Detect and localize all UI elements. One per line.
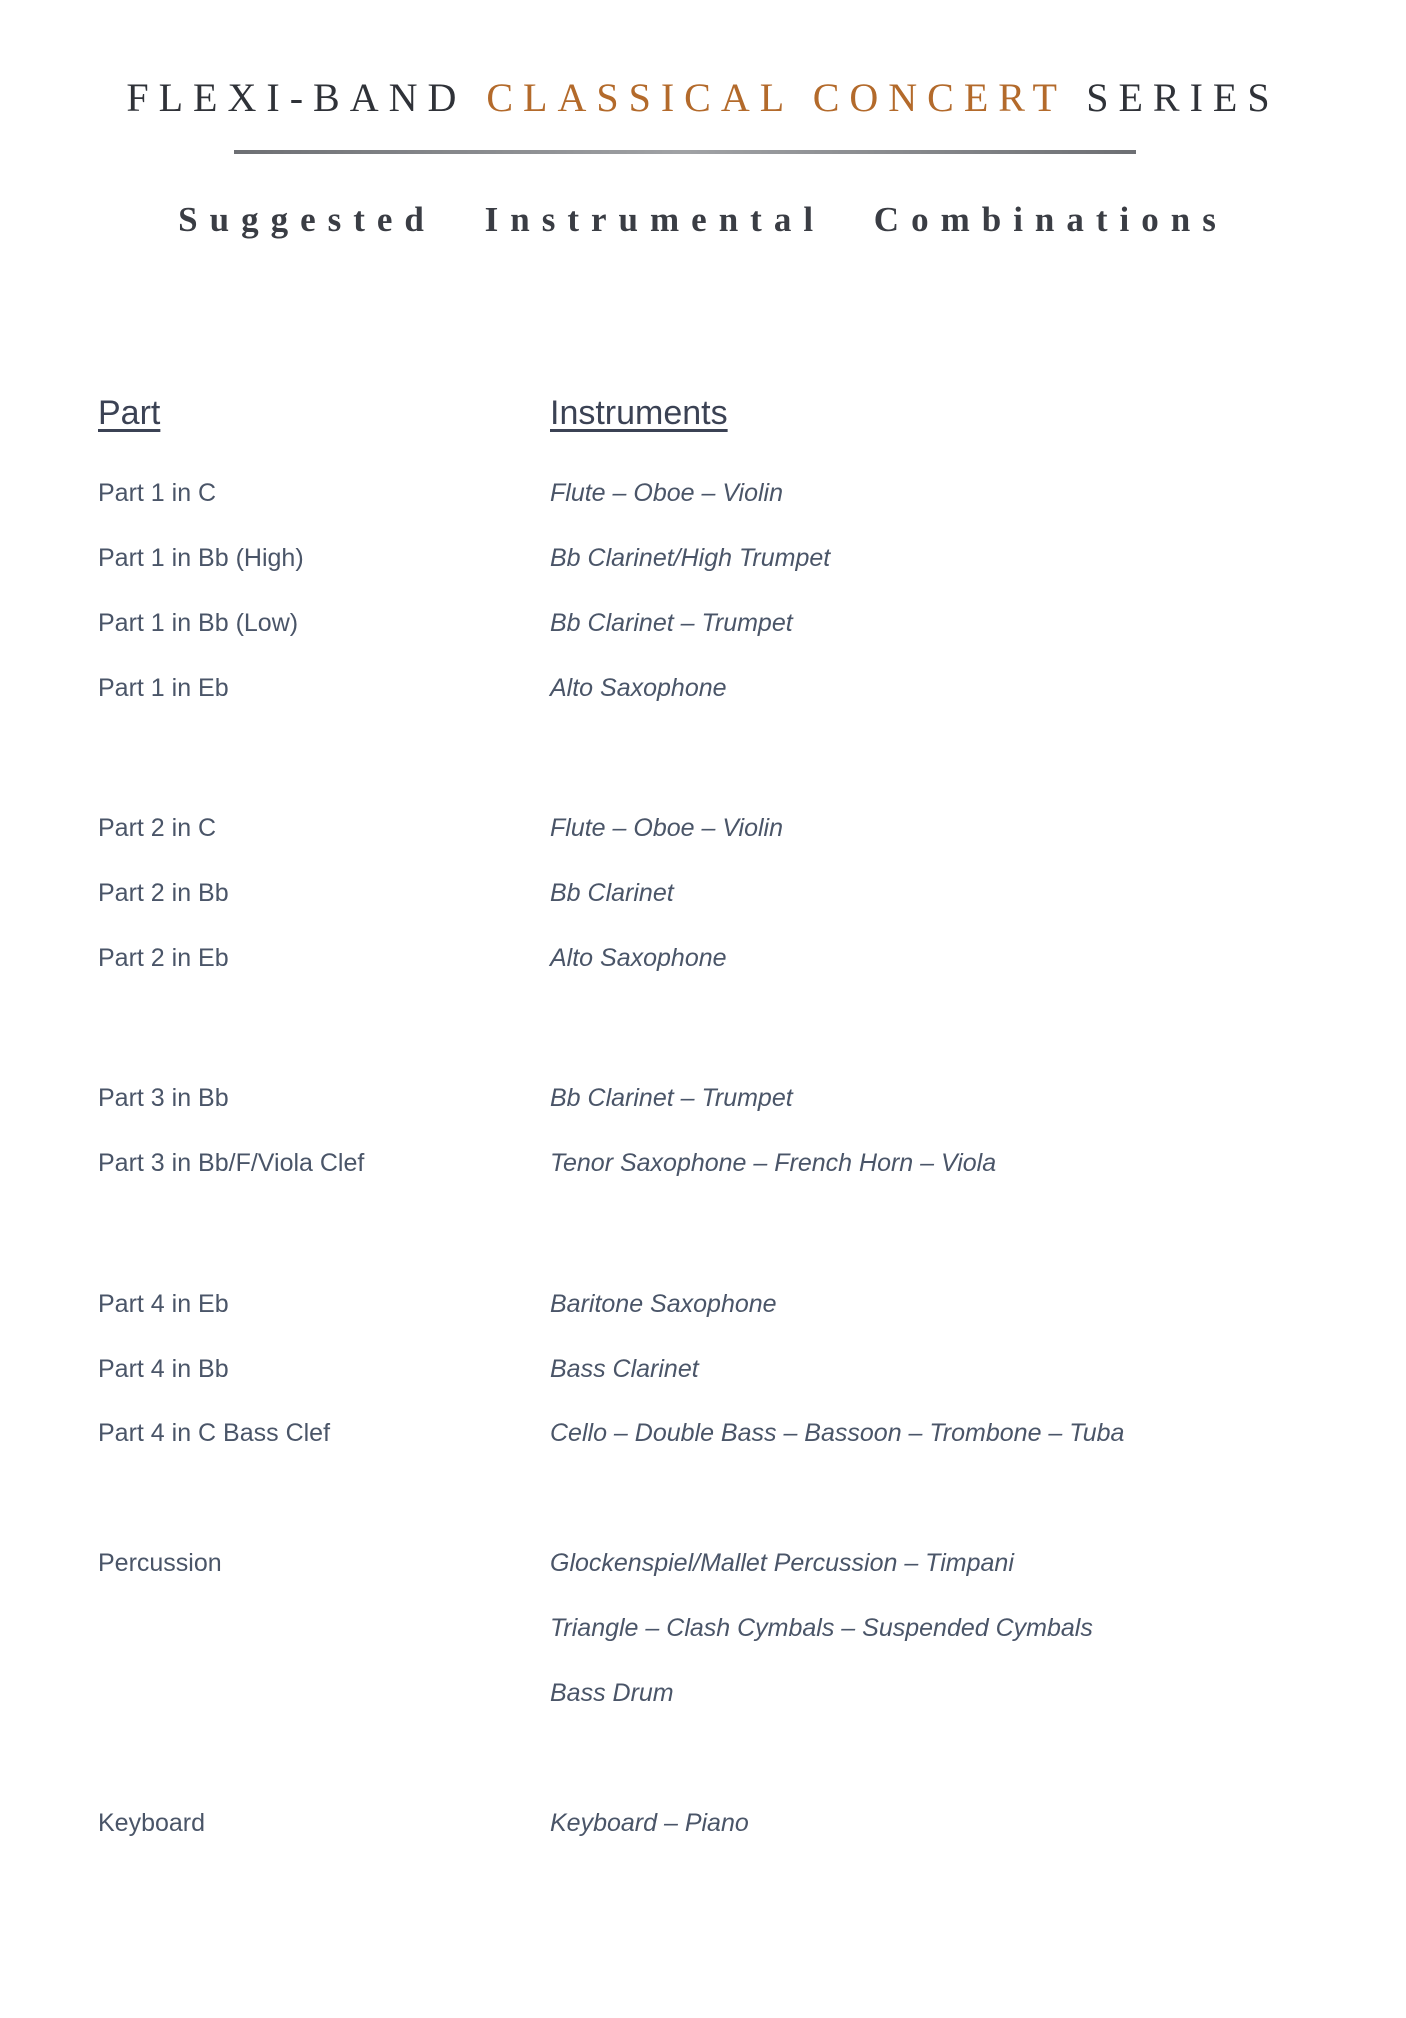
table-row (0, 475, 1406, 511)
series-title-prefix: FLEXI-BAND (126, 75, 467, 120)
table-row (0, 1610, 1406, 1646)
instruments-label: Bb Clarinet/High Trumpet (550, 544, 831, 572)
part-label: Part 4 in Bb (98, 1355, 229, 1383)
table-row (0, 1351, 1406, 1387)
part-column-heading: Part (98, 394, 161, 432)
instruments-label: Alto Saxophone (550, 674, 727, 702)
instruments-label: Triangle – Clash Cymbals – Suspended Cymbals (550, 1614, 1093, 1642)
instruments-label: Glockenspiel/Mallet Percussion – Timpani (550, 1549, 1014, 1577)
table-row (0, 810, 1406, 846)
instruments-label: Cello – Double Bass – Bassoon – Trombone – Tuba (550, 1419, 1125, 1447)
table-row (0, 1545, 1406, 1581)
instruments-label: Flute – Oboe – Violin (550, 814, 784, 842)
part-label: Percussion (98, 1549, 222, 1577)
series-title-accent: CLASSICAL CONCERT (486, 75, 1067, 120)
title-divider (234, 150, 1136, 154)
page-subtitle (0, 202, 1406, 237)
part-label: Part 4 in C Bass Clef (98, 1419, 331, 1447)
subtitle-word: Suggested (178, 200, 436, 239)
table-row (0, 1675, 1406, 1711)
table-row (0, 1805, 1406, 1841)
subtitle-word: Instrumental (484, 200, 826, 239)
instruments-label: Flute – Oboe – Violin (550, 479, 784, 507)
part-label: Part 2 in Bb (98, 879, 229, 907)
part-label: Part 2 in Eb (98, 944, 229, 972)
part-label: Part 3 in Bb (98, 1084, 229, 1112)
part-label: Part 1 in Bb (High) (98, 544, 304, 572)
part-label: Keyboard (98, 1809, 206, 1837)
part-label: Part 1 in Eb (98, 674, 229, 702)
instruments-label: Alto Saxophone (550, 944, 727, 972)
part-label: Part 4 in Eb (98, 1290, 229, 1318)
table-row (0, 1080, 1406, 1116)
instruments-label: Baritone Saxophone (550, 1290, 777, 1318)
instruments-label: Keyboard – Piano (550, 1809, 749, 1837)
series-title-suffix: SERIES (1086, 75, 1280, 120)
instruments-label: Bb Clarinet (550, 879, 674, 907)
part-label: Part 1 in C (98, 479, 217, 507)
instruments-label: Bb Clarinet – Trumpet (550, 1084, 793, 1112)
table-row (0, 540, 1406, 576)
instruments-column-heading: Instruments (550, 394, 728, 432)
part-label: Part 3 in Bb/F/Viola Clef (98, 1149, 365, 1177)
instruments-label: Tenor Saxophone – French Horn – Viola (550, 1149, 997, 1177)
instruments-label: Bass Drum (550, 1679, 674, 1707)
series-title (0, 75, 1406, 120)
instruments-label: Bass Clarinet (550, 1355, 699, 1383)
table-row (0, 1145, 1406, 1181)
table-row (0, 875, 1406, 911)
part-label: Part 1 in Bb (Low) (98, 609, 299, 637)
table-row (0, 1286, 1406, 1322)
table-row (0, 940, 1406, 976)
table-row (0, 605, 1406, 641)
subtitle-word: Combinations (873, 200, 1228, 239)
instruments-label: Bb Clarinet – Trumpet (550, 609, 793, 637)
table-row (0, 1415, 1406, 1451)
table-row (0, 670, 1406, 706)
part-label: Part 2 in C (98, 814, 217, 842)
